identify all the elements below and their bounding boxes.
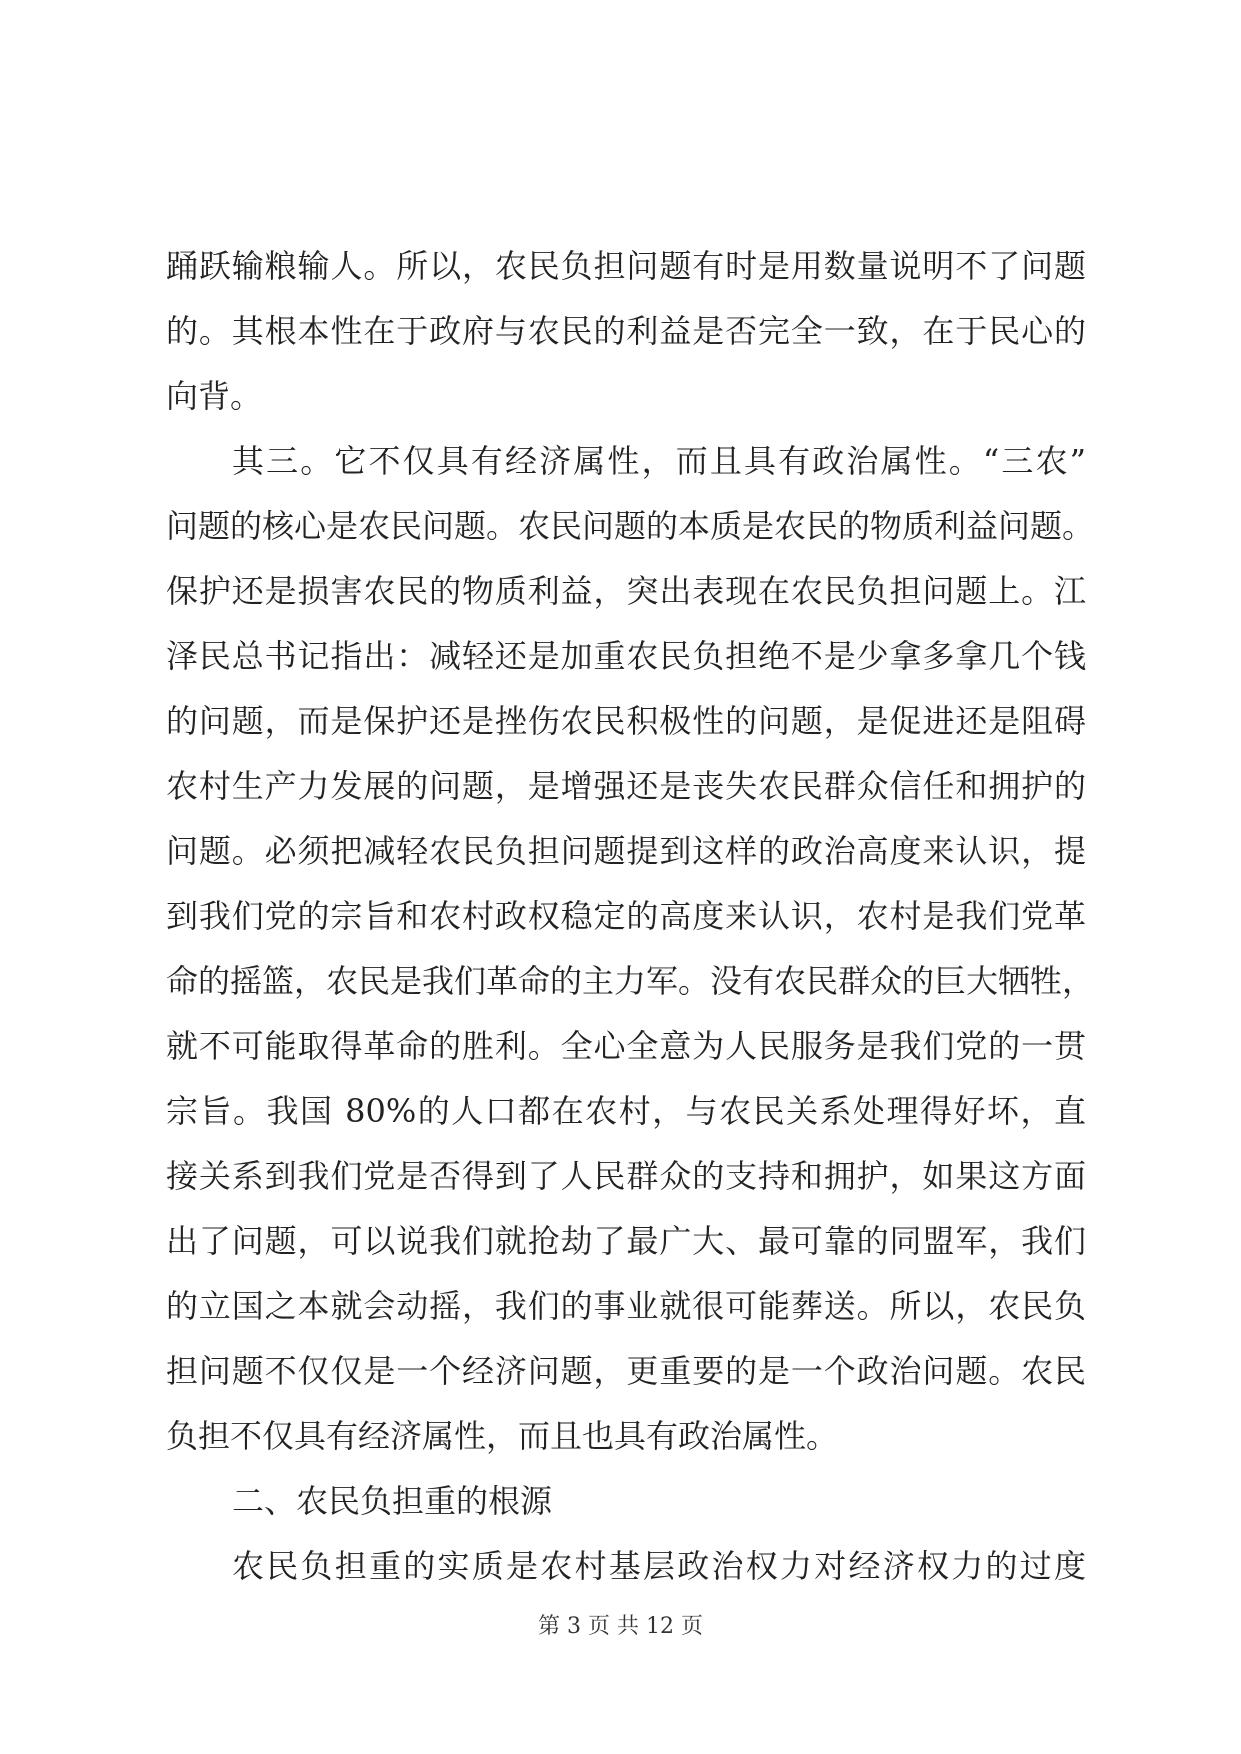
- text-line: 宗旨。我国 80%的人口都在农村，与农民关系处理得好坏，直: [166, 1092, 1086, 1130]
- text-line: 接关系到我们党是否得到了人民群众的支持和拥护，如果这方面: [166, 1157, 1086, 1195]
- text-line: 问题的核心是农民问题。农民问题的本质是农民的物质利益问题。: [166, 507, 1095, 545]
- text-line: 的问题，而是保护还是挫伤农民积极性的问题，是促进还是阻碍: [166, 702, 1086, 740]
- text-line: 到我们党的宗旨和农村政权稳定的高度来认识，农村是我们党革: [166, 897, 1086, 935]
- text-line: 就不可能取得革命的胜利。全心全意为人民服务是我们党的一贯: [166, 1027, 1086, 1065]
- text-line: 负担不仅具有经济属性，而且也具有政治属性。: [166, 1417, 839, 1455]
- text-line: 农民负担重的实质是农村基层政治权力对经济权力的过度: [232, 1547, 1086, 1585]
- body-text: [166, 234, 1095, 1599]
- text-line: 担问题不仅仅是一个经济问题，更重要的是一个政治问题。农民: [166, 1352, 1086, 1390]
- text-line: 向背。: [166, 377, 263, 415]
- text-line: 其三。它不仅具有经济属性，而且具有政治属性。“三农”: [232, 442, 1086, 480]
- text-line: 问题。必须把减轻农民负担问题提到这样的政治高度来认识，提: [166, 832, 1086, 870]
- text-line: 的立国之本就会动摇，我们的事业就很可能葬送。所以，农民负: [166, 1287, 1086, 1325]
- text-line: 农村生产力发展的问题，是增强还是丧失农民群众信任和拥护的: [166, 767, 1086, 805]
- text-line: 出了问题，可以说我们就抢劫了最广大、最可靠的同盟军，我们: [166, 1222, 1086, 1260]
- text-line: 保护还是损害农民的物质利益，突出表现在农民负担问题上。江: [166, 572, 1086, 610]
- text-line: 的。其根本性在于政府与农民的利益是否完全一致，在于民心的: [166, 312, 1086, 350]
- text-line: 踊跃输粮输人。所以，农民负担问题有时是用数量说明不了问题: [166, 247, 1086, 285]
- text-line: 二、农民负担重的根源: [232, 1482, 553, 1520]
- text-line: 泽民总书记指出：减轻还是加重农民负担绝不是少拿多拿几个钱: [166, 637, 1086, 675]
- text-line: 命的摇篮，农民是我们革命的主力军。没有农民群众的巨大牺牲，: [166, 962, 1095, 1000]
- page-footer: 第 3 页 共 12 页: [538, 1614, 703, 1639]
